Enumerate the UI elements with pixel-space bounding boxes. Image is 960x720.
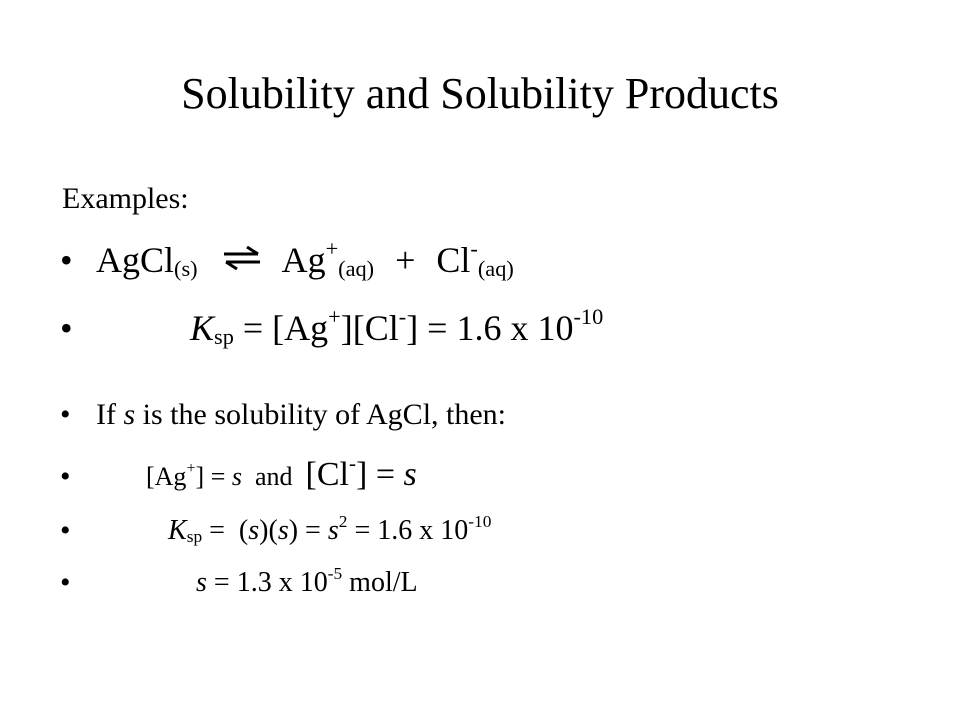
- ksps-mid: )(: [259, 515, 278, 546]
- product-2-state: (aq): [477, 256, 514, 282]
- reactant: AgCl: [96, 240, 175, 280]
- ksp-eq1: = [Ag: [233, 308, 329, 348]
- reactant-state: (s): [174, 256, 198, 282]
- conc-s2: s: [403, 456, 417, 493]
- product-1: Ag: [281, 240, 326, 280]
- conc-cl-close: ] =: [356, 456, 404, 493]
- ksp-cl-charge: -: [398, 303, 407, 329]
- ksp-sub: sp: [214, 324, 234, 350]
- ksps-k: K: [168, 515, 187, 546]
- ksps-s2: s: [277, 515, 289, 546]
- product-2: Cl: [436, 240, 471, 280]
- intro-lead: If: [96, 398, 124, 431]
- result-unit: mol/L: [342, 567, 418, 598]
- result-value: = 1.3 x 10: [206, 567, 328, 598]
- ksps-s3: s: [327, 515, 339, 546]
- conc-cl-charge: -: [348, 450, 357, 475]
- product-1-state: (aq): [338, 256, 375, 282]
- solubility-result: [196, 564, 418, 602]
- ksps-close: ) =: [288, 515, 328, 546]
- conc-cl-open: [Cl: [305, 456, 349, 493]
- ksps-sub: sp: [186, 527, 203, 547]
- ksp-ag-charge: +: [328, 303, 341, 329]
- result-exponent: -5: [327, 563, 343, 583]
- equilibrium-arrows-icon: [221, 246, 263, 270]
- bullet-5: •: [60, 514, 71, 547]
- ksps-sq: 2: [338, 511, 348, 531]
- ksps-value: = 1.6 x 10: [347, 515, 469, 546]
- intro-rest: is the solubility of AgCl, then:: [135, 398, 507, 431]
- bullet-6: •: [60, 566, 71, 599]
- solubility-intro: [96, 396, 506, 434]
- ksp-k: K: [190, 308, 215, 348]
- bullet-2: •: [60, 308, 73, 348]
- ksp-mid: ][Cl: [340, 308, 399, 348]
- concentrations: [146, 450, 417, 494]
- product-2-charge: -: [470, 235, 478, 261]
- conc-ag-charge: +: [186, 460, 196, 478]
- ksps-s1: s: [248, 515, 260, 546]
- reaction-equation: [96, 235, 514, 282]
- examples-label: Examples:: [62, 182, 189, 215]
- conc-ag-close: ] =: [195, 462, 232, 491]
- plus-sign: +: [395, 240, 416, 280]
- ksp-close: ] = 1.6 x 10: [406, 308, 574, 348]
- slide-title: Solubility and Solubility Products: [181, 69, 779, 118]
- result-s: s: [196, 567, 207, 598]
- bullet-4: •: [60, 460, 71, 493]
- conc-ag-open: [Ag: [146, 462, 187, 491]
- ksps-exponent: -10: [468, 511, 492, 531]
- intro-s: s: [123, 398, 136, 431]
- conc-s1: s: [231, 462, 242, 491]
- bullet-3: •: [60, 398, 71, 431]
- ksp-exponent: -10: [573, 303, 604, 329]
- conc-and: and: [241, 462, 300, 491]
- ksps-eq: = (: [202, 515, 249, 546]
- ksp-in-s: [168, 512, 491, 550]
- bullet-1: •: [60, 240, 73, 280]
- product-1-charge: +: [325, 235, 339, 261]
- ksp-expression: [190, 303, 604, 350]
